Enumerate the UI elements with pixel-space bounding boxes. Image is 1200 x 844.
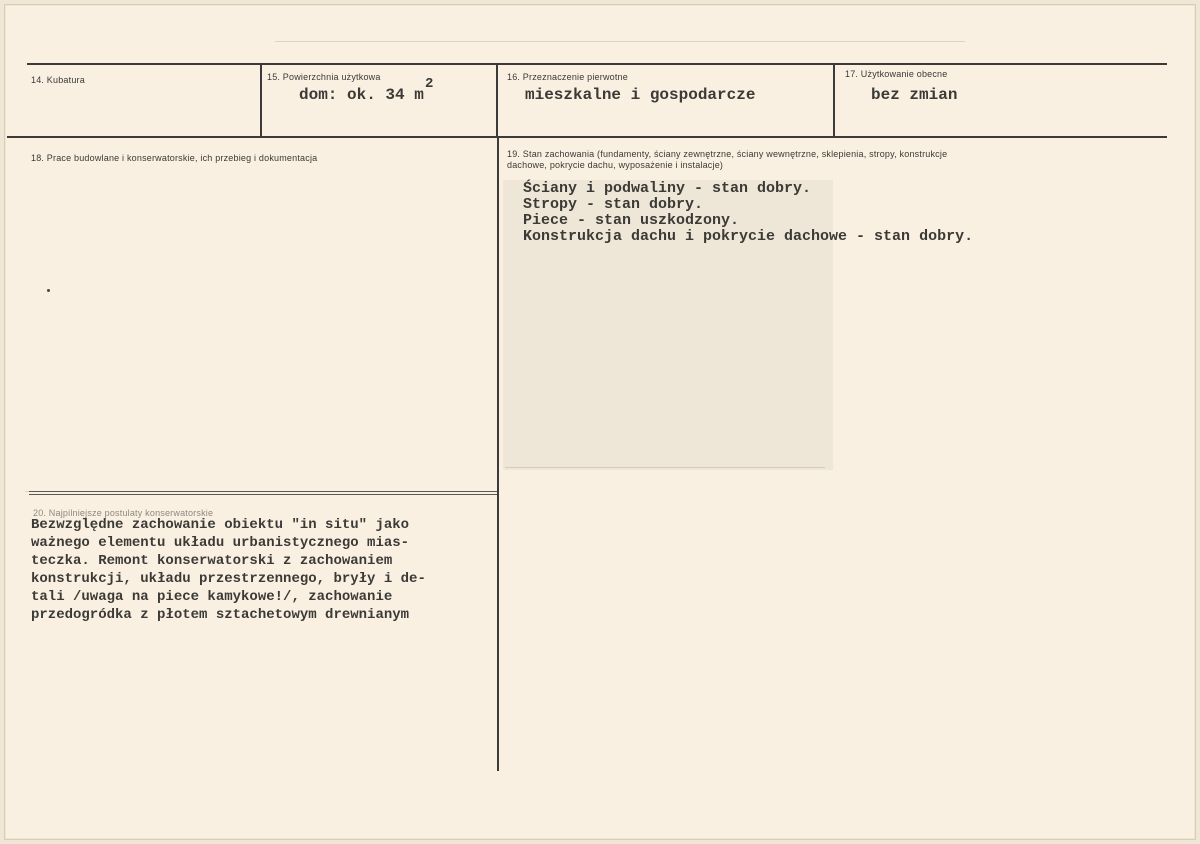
- field-17-label: 17. Użytkowanie obecne: [845, 69, 948, 79]
- field-19-line: Ściany i podwaliny - stan dobry.: [523, 180, 812, 197]
- field-16-value: mieszkalne i gospodarcze: [525, 86, 756, 104]
- field-15-value: dom: ok. 34 m: [299, 86, 424, 104]
- field-19-line: Piece - stan uszkodzony.: [523, 212, 740, 229]
- section-20-rule: [29, 491, 497, 492]
- table-row-rule: [7, 136, 1167, 138]
- field-20-line: tali /uwaga na piece kamykowe!/, zachowanie: [31, 589, 393, 605]
- divider-15-16: [496, 65, 498, 137]
- paper-ghost-line: [275, 41, 965, 42]
- field-19-line: Konstrukcja dachu i pokrycie dachowe - stan dobry.: [523, 228, 974, 245]
- field-16-label: 16. Przeznaczenie pierwotne: [507, 72, 628, 82]
- field-18-label: 18. Prace budowlane i konserwatorskie, ich przebieg i dokumentacja: [31, 153, 318, 163]
- field-14-label: 14. Kubatura: [31, 75, 85, 85]
- field-17-value: bez zmian: [871, 86, 958, 104]
- field-20-line: teczka. Remont konserwatorski z zachowaniem: [31, 553, 393, 569]
- field-20-line: Bezwzględne zachowanie obiektu "in situ" jako: [31, 517, 410, 533]
- divider-16-17: [833, 65, 835, 137]
- stray-mark: [47, 289, 50, 292]
- field-19-label: 19. Stan zachowania (fundamenty, ściany zewnętrzne, ściany wewnętrzne, sklepienia, stropy, konstrukcje dachowe, pokrycie dachu, wyposażenie i instalacje): [507, 149, 948, 170]
- divider-18-19: [497, 137, 499, 771]
- field-15-superscript: 2: [425, 76, 434, 92]
- field-20-label: 20. Najpilniejsze postulaty konserwatorskie: [33, 508, 214, 518]
- field-15-label: 15. Powierzchnia użytkowa: [267, 72, 381, 82]
- table-top-rule: [27, 63, 1167, 65]
- divider-14-15: [260, 65, 262, 137]
- record-card: [4, 4, 1196, 840]
- field-20-line: ważnego elementu układu urbanistycznego mias-: [31, 535, 410, 551]
- section-20-rule-2: [29, 494, 497, 495]
- field-19-line: Stropy - stan dobry.: [523, 196, 704, 213]
- field-20-line: przedogródka z płotem sztachetowym drewnianym: [31, 607, 410, 623]
- field-20-line: konstrukcji, układu przestrzennego, bryły i de-: [31, 571, 426, 587]
